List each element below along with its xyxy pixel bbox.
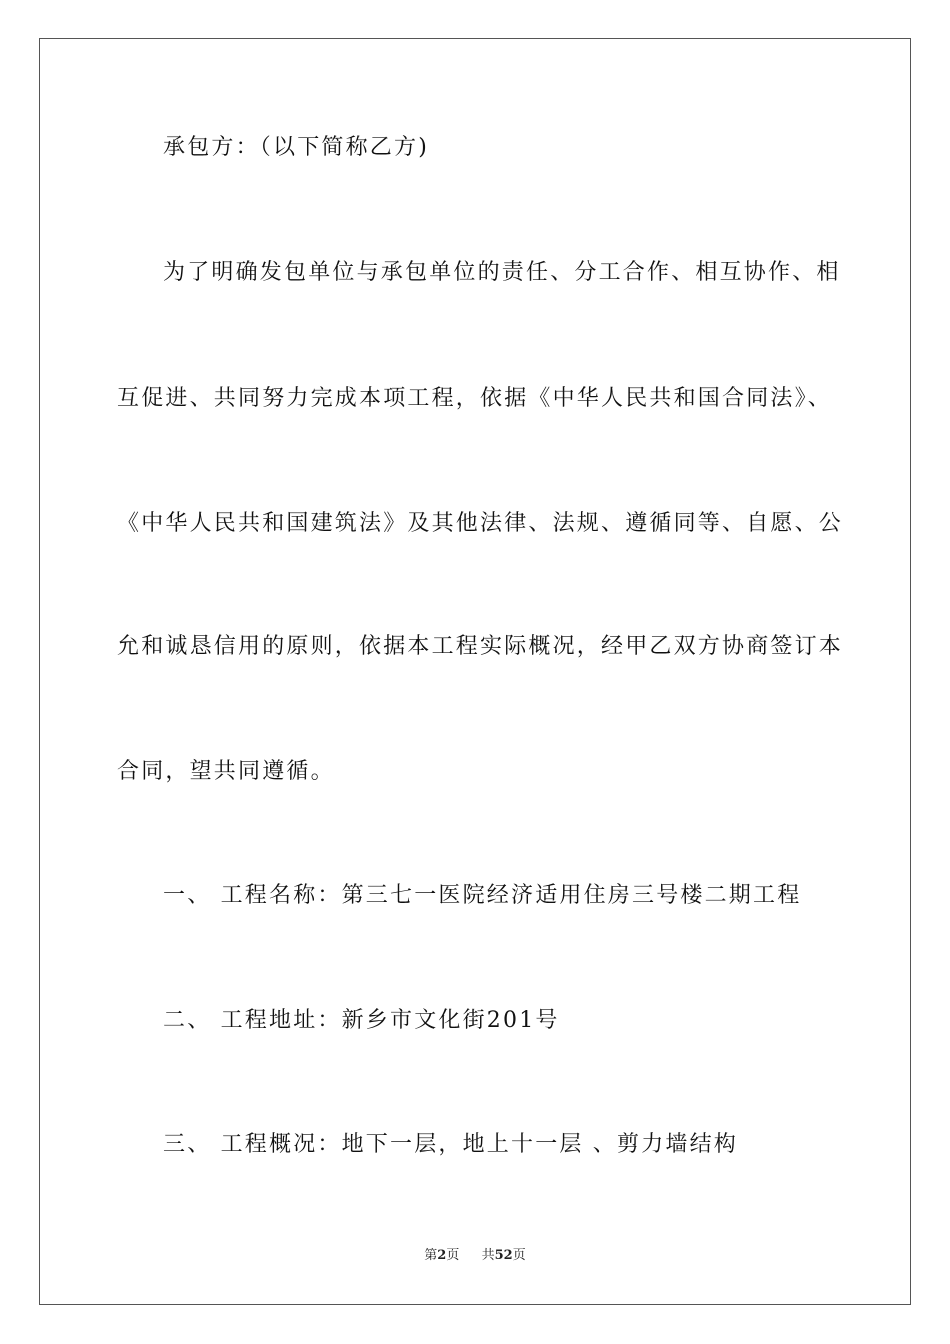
item-project-overview: 三、 工程概况：地下一层，地上十一层 、剪力墙结构 <box>163 1132 738 1157</box>
body-line-1: 为了明确发包单位与承包单位的责任、分工合作、相互协作、相 <box>163 260 841 285</box>
total-suffix: 页 <box>512 1248 526 1263</box>
total-prefix: 共 <box>481 1248 495 1263</box>
page-footer <box>0 1247 950 1265</box>
page-border <box>39 38 911 1305</box>
page-suffix: 页 <box>446 1248 460 1263</box>
item-project-address: 二、 工程地址：新乡市文化街201号 <box>163 1008 560 1033</box>
page-prefix: 第 <box>424 1248 438 1263</box>
page-number: 2 <box>437 1248 447 1263</box>
body-line-4: 允和诚恳信用的原则，依据本工程实际概况，经甲乙双方协商签订本 <box>117 634 844 659</box>
body-line-2: 互促进、共同努力完成本项工程，依据《中华人民共和国合同法》、 <box>117 386 833 411</box>
body-line-5: 合同，望共同遵循。 <box>117 759 335 784</box>
contractor-line: 承包方：（以下简称乙方) <box>163 135 429 160</box>
item-project-name: 一、 工程名称：第三七一医院经济适用住房三号楼二期工程 <box>163 883 802 908</box>
body-line-3: 《中华人民共和国建筑法》及其他法律、法规、遵循同等、自愿、公 <box>117 511 844 536</box>
total-pages: 52 <box>494 1248 513 1263</box>
